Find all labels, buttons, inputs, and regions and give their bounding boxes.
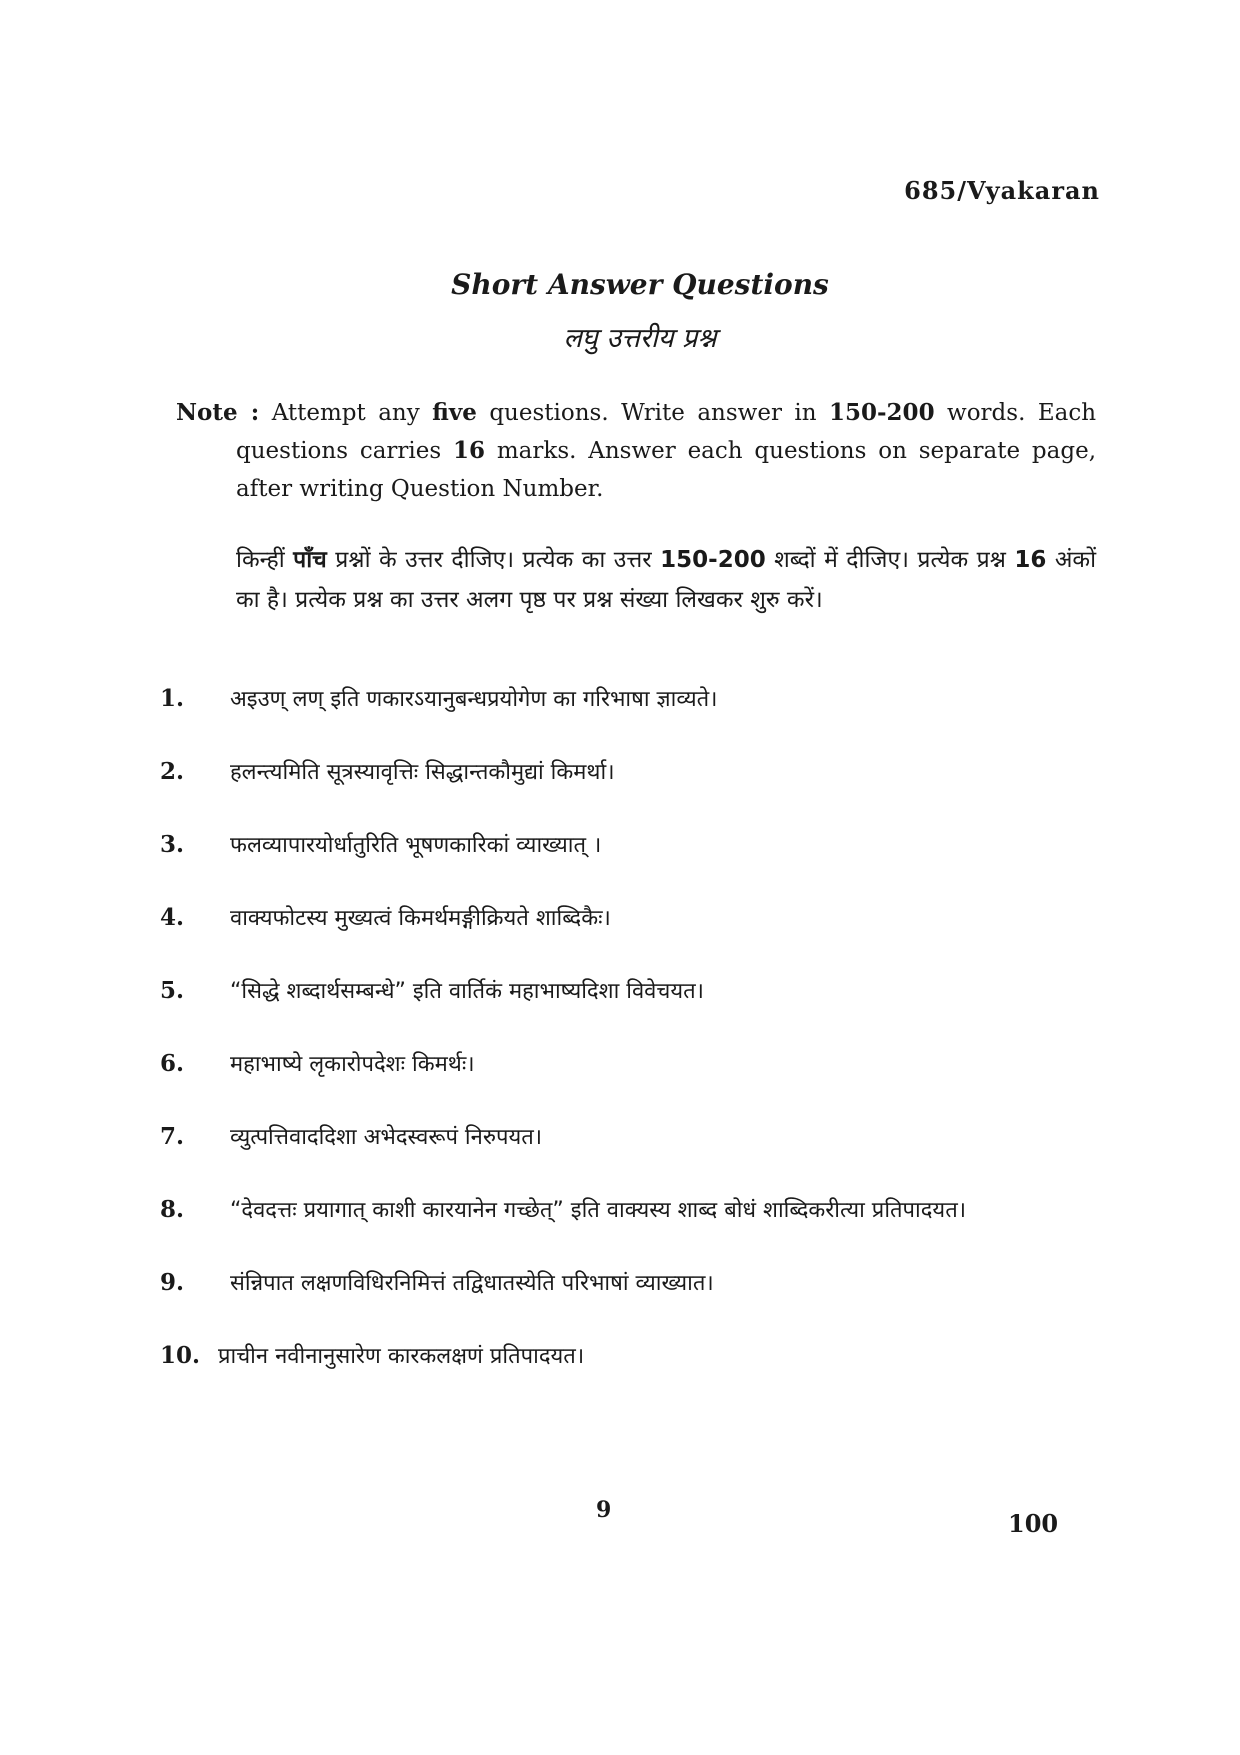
word-limit: 150-200 [829,399,935,426]
instruction-text: Attempt any [271,400,420,426]
question-text: संन्निपात लक्षणविधिरनिमित्तं तद्विधातस्येति परिभाषां व्याख्यात। [230,1271,714,1296]
question-text: अइउण् लण् इति णकारऽयानुबन्धप्रयोगेण का गरिभाषा ज्ञाव्यते। [230,687,718,712]
question-number: 9. [160,1269,185,1296]
question-item [160,975,1120,1048]
question-number: 7. [160,1123,185,1150]
instruction-text: प्रश्नों के उत्तर दीजिए। प्रत्येक का उत्तर [335,547,652,573]
question-text: व्युत्पत्तिवाददिशा अभेदस्वरूपं निरुपयत। [230,1125,543,1150]
question-text: प्राचीन नवीनानुसारेण कारकलक्षणं प्रतिपादयत। [218,1344,585,1369]
question-number: 8. [160,1196,185,1223]
question-text: महाभाष्ये लृकारोपदेशः किमर्थः। [230,1052,475,1077]
question-text: “सिद्धे शब्दार्थसम्बन्धे” इति वार्तिकं महाभाष्यदिशा विवेचयत। [230,979,705,1004]
question-text: “देवदत्तः प्रयागात् काशी कारयानेन गच्छेत्” इति वाक्यस्य शाब्द बोधं शाब्दिकरीत्या प्रतिपादयत। [230,1198,967,1223]
question-text: हलन्त्यमिति सूत्रस्यावृत्तिः सिद्धान्तकौमुद्यां किमर्था। [230,760,615,785]
question-text: वाक्यफोटस्य मुख्यत्वं किमर्थमङ्गीक्रियते शाब्दिकैः। [230,906,611,931]
question-item [160,902,1120,975]
question-text: फलव्यापारयोर्धातुरिति भूषणकारिकां व्याख्यात् । [230,833,602,858]
marks-value: 16 [1014,547,1047,573]
question-item [160,1121,1120,1194]
question-number: 10. [160,1342,201,1369]
question-item [160,756,1120,829]
instruction-text: शब्दों में दीजिए। प्रत्येक प्रश्न [774,547,1006,573]
section-title-english: Short Answer Questions [451,268,829,301]
word-limit: 150-200 [660,547,766,573]
question-count: पाँच [293,547,327,573]
note-label: Note : [176,399,260,426]
instructions-english [176,394,1096,508]
question-number: 2. [160,758,185,785]
question-item [160,683,1120,756]
page-number: 9 [596,1497,612,1523]
marks-value: 16 [453,437,486,464]
question-item [160,1048,1120,1121]
section-title-hindi: लघु उत्तरीय प्रश्न [563,323,717,354]
instruction-text: किन्हीं [236,547,285,573]
question-number: 1. [160,685,185,712]
question-count: five [432,399,477,426]
question-number: 4. [160,904,185,931]
question-list [160,683,1120,1413]
question-item [160,1267,1120,1340]
instruction-text: marks. Answer each questions on separate page, after writing Question Number. [236,438,1097,502]
question-number: 3. [160,831,185,858]
question-number: 6. [160,1050,185,1077]
instructions-hindi [236,540,1096,620]
instruction-text: अंकों का है। प्रत्येक प्रश्न का उत्तर अलग पृष्ठ पर प्रश्न संख्या लिखकर शुरु करें। [236,547,1097,613]
question-item [160,829,1120,902]
instruction-text: words. Each questions carries [236,400,1097,464]
question-item [160,1194,1120,1267]
copy-count: 100 [1008,1509,1059,1538]
instruction-text: questions. Write answer in [489,400,817,426]
question-number: 5. [160,977,185,1004]
question-item [160,1340,1120,1413]
paper-code: 685/Vyakaran [904,176,1100,205]
